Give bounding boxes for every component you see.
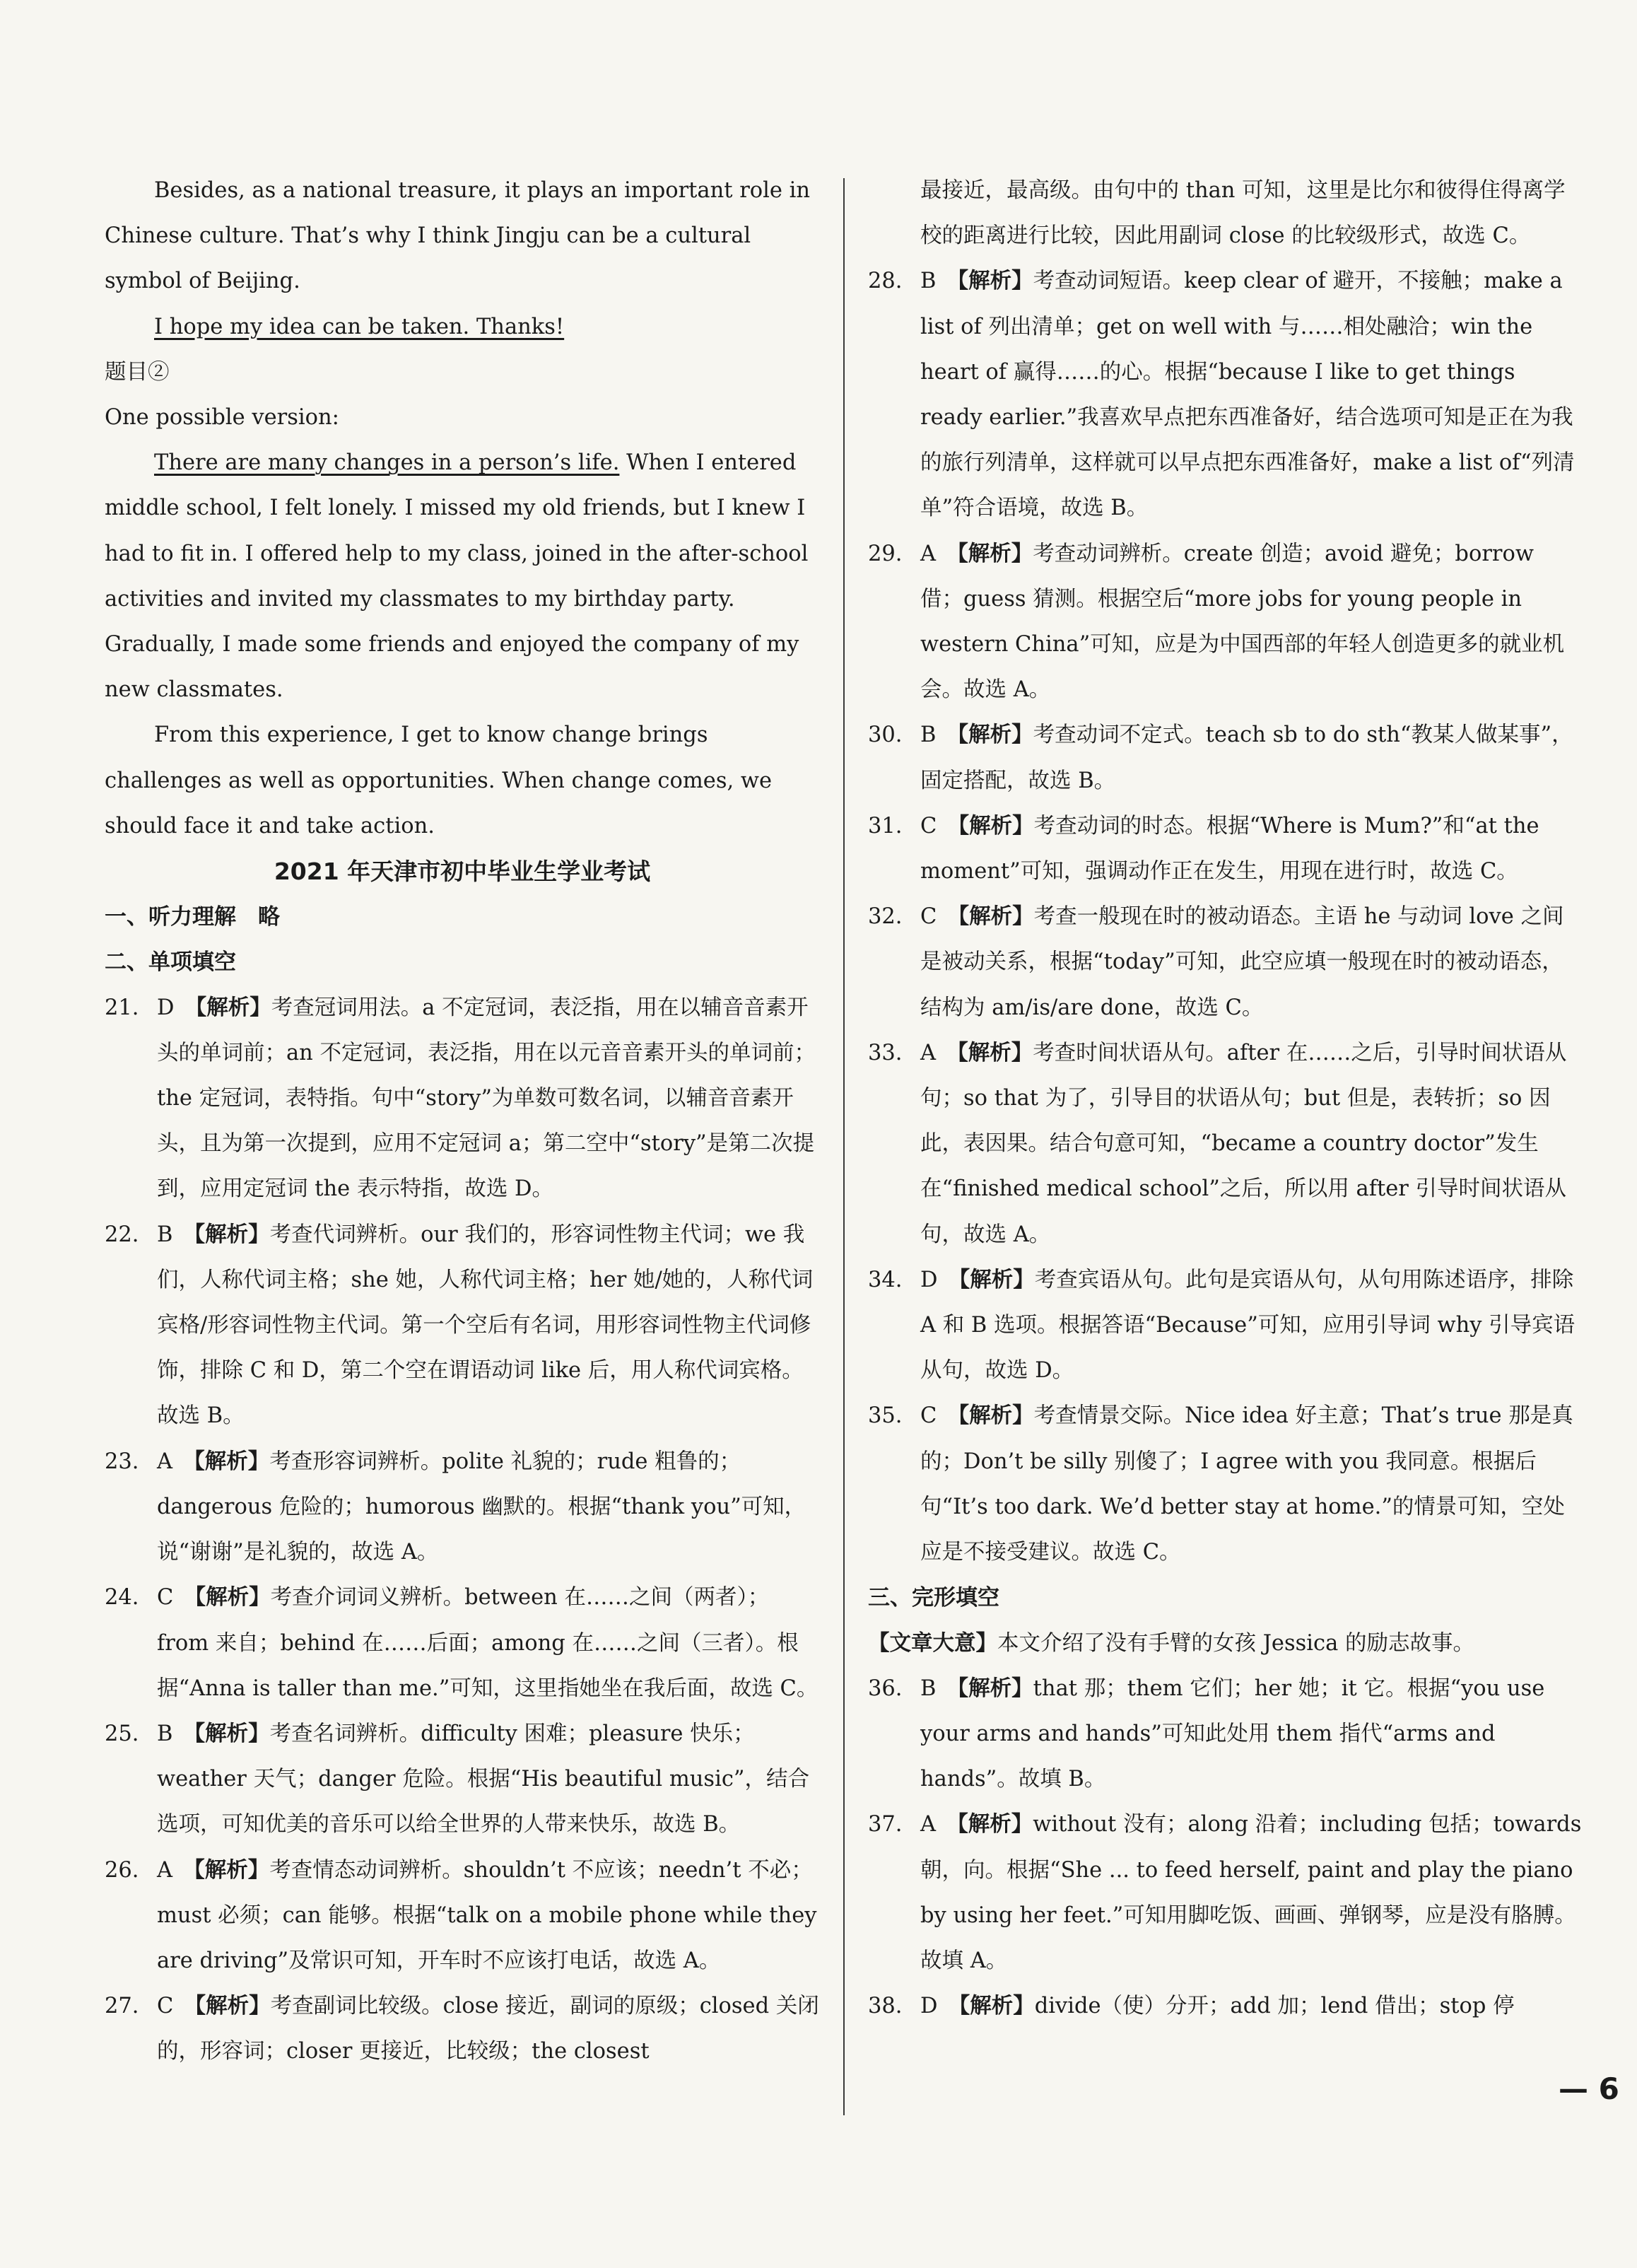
- analysis-tag: 【解析】: [194, 1585, 271, 1611]
- analysis-text: 考查名词辨析。difficulty 困难；pleasure 快乐；weather 天气；danger 危险。根据“His beautiful music”，结合选项，可知优美的音乐可以给全世界的人带来快乐，故选 B。: [157, 1721, 809, 1837]
- item-number: 25.: [105, 1721, 139, 1746]
- item-number: 21.: [105, 995, 139, 1020]
- analysis-text: 考查冠词用法。a 不定冠词，表泛指，用在以辅音音素开头的单词前；an 不定冠词，表泛指，用在以元音音素开头的单词前；the 定冠词，表特指。句中“story”为单数可数名词，以辅音音素开头，且为第一次提到，应用不定冠词 a；第二空中“story”是第二次提到，应用定冠词 the 表示特指，故选 D。: [157, 995, 816, 1202]
- answer-item: [868, 894, 1583, 1031]
- item-number: 33.: [868, 1040, 903, 1065]
- item-answer: B: [920, 723, 937, 748]
- topic-sentence: There are many changes in a person’s life.: [154, 450, 620, 476]
- analysis-text: 考查动词辨析。create 创造；avoid 避免；borrow 借；guess 猜测。根据空后“more jobs for young people in western China”可知，应是为中国西部的年轻人创造更多的就业机会。故选 A。: [920, 541, 1565, 703]
- analysis-tag: 【解析】: [194, 1449, 270, 1474]
- answer-item: [868, 713, 1583, 803]
- item-answer: B: [157, 1721, 173, 1746]
- answer-item: [105, 1439, 820, 1576]
- item-number: 26.: [105, 1857, 139, 1883]
- item-27-continuation: [868, 168, 1583, 259]
- answer-item: [105, 1984, 820, 2074]
- analysis-text: 考查宾语从句。此句是宾语从句，从句用陈述语序，排除 A 和 B 选项。根据答语“Because”可知，应用引导词 why 引导宾语从句，故选 D。: [920, 1267, 1576, 1384]
- item-number: 30.: [868, 723, 903, 748]
- answer-item: [868, 1258, 1583, 1394]
- exam-title: 2021 年天津市初中毕业生学业考试: [274, 858, 651, 886]
- item-number: 23.: [105, 1449, 139, 1474]
- summary-text: 本文介绍了没有手臂的女孩 Jessica 的励志故事。: [997, 1630, 1474, 1656]
- analysis-text: 考查动词短语。keep clear of 避开，不接触；make a list of 列出清单；get on well with 与……相处融洽；win the heart of 赢得……的心。根据“because I like to get things ready earlier.”我喜欢早点把东西准备好，结合选项可知是正在为我的旅行列清单，这样就可以早点把东西准备好，make a list of“列清单”符合语境，故选 B。: [920, 269, 1575, 521]
- item-answer: C: [157, 1994, 174, 2019]
- analysis-tag: 【解析】: [194, 1222, 270, 1247]
- item-answer: C: [920, 1403, 937, 1429]
- item-answer: B: [920, 269, 937, 294]
- answer-item: [105, 1212, 820, 1439]
- analysis-text: 考查情景交际。Nice idea 好主意；That’s true 那是真的；Don’t be silly 别傻了；I agree with you 我同意。根据后句“It’s too dark. We’d better stay at home.”的情景可知，空处应是不接受建议。故选 C。: [920, 1403, 1573, 1565]
- answer-list-right: [868, 259, 1583, 1575]
- essay-paragraph-2: From this experience, I get to know change brings challenges as well as opportunities. When change comes, we should face it and take action.: [105, 723, 773, 838]
- item-answer: D: [920, 1994, 938, 2019]
- page-number: — 6: [1559, 2071, 1619, 2106]
- item-number: 31.: [868, 813, 903, 838]
- analysis-tag: 【解析】: [194, 1994, 271, 2019]
- item-answer: A: [920, 1040, 937, 1065]
- analysis-tag: 【解析】: [195, 995, 271, 1020]
- analysis-tag: 【解析】: [958, 813, 1034, 838]
- item-answer: A: [157, 1449, 173, 1474]
- analysis-text: 考查时间状语从句。after 在……之后，引导时间状语从句；so that 为了，引导目的状语从句；but 但是，表转折；so 因此，表因果。结合句意可知，“became a country doctor”发生在“finished medical school”之后，所以用 after 引导时间状语从句，故选 A。: [920, 1040, 1567, 1247]
- cloze-answer-list: [868, 1666, 1583, 2030]
- answer-list-left: [105, 986, 820, 2075]
- summary-tag: 【文章大意】: [868, 1630, 997, 1656]
- analysis-text: that 那；them 它们；her 她；it 它。根据“you use your arms and hands”可知此处用 them 指代“arms and hands”。故填 B。: [920, 1676, 1545, 1792]
- item-number: 32.: [868, 904, 903, 930]
- analysis-tag: 【解析】: [957, 269, 1033, 294]
- analysis-text: 考查动词不定式。teach sb to do sth“教某人做某事”，固定搭配，故选 B。: [920, 723, 1573, 793]
- analysis-text: 考查形容词辨析。polite 礼貌的；rude 粗鲁的；dangerous 危险的；humorous 幽默的。根据“thank you”可知，说“谢谢”是礼貌的，故选 A。: [157, 1449, 806, 1565]
- analysis-tag: 【解析】: [194, 1721, 270, 1746]
- answer-item: [868, 804, 1583, 894]
- item-answer: A: [920, 541, 937, 566]
- column-divider: [843, 178, 845, 2115]
- analysis-tag: 【解析】: [957, 1676, 1033, 1701]
- item-number: 27.: [105, 1994, 139, 2019]
- topic2-label: 题目②: [105, 359, 170, 385]
- item-number: 36.: [868, 1676, 903, 1701]
- answer-item: [868, 1984, 1583, 2029]
- item-answer: D: [157, 995, 175, 1020]
- analysis-tag: 【解析】: [194, 1857, 270, 1883]
- analysis-text: 考查代词辨析。our 我们的，形容词性物主代词；we 我们，人称代词主格；she 她，人称代词主格；her 她/她的，人称代词宾格/形容词性物主代词。第一个空后有名词，用形容词性物主代词修饰，排除 C 和 D，第二个空在谓语动词 like 后，用人称代词宾格。故选 B。: [157, 1222, 814, 1429]
- section-cloze: 三、完形填空: [868, 1585, 999, 1611]
- essay-paragraph: Besides, as a national treasure, it plays an important role in Chinese culture. That’s why I think Jingju can be a cultural symbol of Beijing.: [105, 178, 811, 294]
- item-number: 24.: [105, 1585, 139, 1611]
- version-label: One possible version:: [105, 405, 339, 431]
- analysis-text: divide（使）分开；add 加；lend 借出；stop 停: [1034, 1994, 1515, 2019]
- closing-text: I hope my idea can be taken. Thanks!: [154, 314, 565, 339]
- item-number: 35.: [868, 1403, 903, 1429]
- answer-item: [868, 1666, 1583, 1803]
- analysis-text: without 没有；along 沿着；including 包括；towards 朝，向。根据“She ... to feed herself, paint and play the piano by using her feet.”可知用脚吃饭、画画、弹钢琴，应是没有胳膊。故填 A。: [920, 1812, 1582, 1973]
- analysis-tag: 【解析】: [957, 541, 1033, 566]
- answer-item: [868, 1802, 1583, 1984]
- analysis-tag: 【解析】: [958, 1403, 1034, 1429]
- analysis-tag: 【解析】: [958, 904, 1034, 930]
- passage-summary: [868, 1621, 1583, 1666]
- item-number: 38.: [868, 1994, 903, 2019]
- analysis-tag: 【解析】: [957, 723, 1033, 748]
- item-number: 34.: [868, 1267, 903, 1292]
- answer-item: [868, 1031, 1583, 1258]
- analysis-tag: 【解析】: [958, 1994, 1035, 2019]
- item-answer: A: [157, 1857, 173, 1883]
- answer-item: [105, 986, 820, 1212]
- left-column: [105, 168, 820, 2075]
- item-answer: C: [157, 1585, 174, 1611]
- section-single-choice: 二、单项填空: [105, 949, 236, 976]
- analysis-text: 考查动词的时态。根据“Where is Mum?”和“at the moment”可知，强调动作正在发生，用现在进行时，故选 C。: [920, 813, 1539, 884]
- answer-item: [105, 1575, 820, 1712]
- item-number: 29.: [868, 541, 903, 566]
- essay-closing: [105, 305, 820, 350]
- item-answer: D: [920, 1267, 938, 1292]
- item-answer: B: [920, 1676, 937, 1701]
- item-answer: A: [920, 1812, 937, 1837]
- answer-item: [868, 259, 1583, 531]
- analysis-tag: 【解析】: [958, 1267, 1035, 1292]
- item-number: 28.: [868, 269, 903, 294]
- analysis-tag: 【解析】: [957, 1812, 1033, 1837]
- analysis-text: 考查情态动词辨析。shouldn’t 不应该；needn’t 不必；must 必须；can 能够。根据“talk on a mobile phone while they are driving”及常识可知，开车时不应该打电话，故选 A。: [157, 1857, 817, 1973]
- answer-item: [105, 1712, 820, 1848]
- section-listening: 一、听力理解 略: [105, 904, 280, 930]
- analysis-text: 考查介词词义辨析。between 在……之间（两者）；from 来自；behind 在……后面；among 在……之间（三者）。根据“Anna is taller than me.”可知，这里指她坐在我后面，故选 C。: [157, 1585, 818, 1701]
- analysis-text: 考查副词比较级。close 接近，副词的原级；closed 关闭的，形容词；closer 更接近，比较级；the closest: [157, 1994, 819, 2064]
- analysis-text: 考查一般现在时的被动语态。主语 he 与动词 love 之间是被动关系，根据“today”可知，此空应填一般现在时的被动语态，结构为 am/is/are done，故选 C。: [920, 904, 1564, 1020]
- answer-item: [868, 532, 1583, 713]
- item-number: 22.: [105, 1222, 139, 1247]
- analysis-tag: 【解析】: [957, 1040, 1033, 1065]
- answer-item: [868, 1393, 1583, 1575]
- item-answer: C: [920, 904, 937, 930]
- answer-item: [105, 1848, 820, 1984]
- item-answer: B: [157, 1222, 173, 1247]
- paragraph-body: When I entered middle school, I felt lonely. I missed my old friends, but I knew I had to fit in. I offered help to my class, joined in the after-school activities and invited my classmates to my birthday party. Gradually, I made some friends and enjoyed the company of my new classmates.: [105, 450, 809, 703]
- analysis-text: 最接近，最高级。由句中的 than 可知，这里是比尔和彼得住得离学校的距离进行比较，因此用副词 close 的比较级形式，故选 C。: [920, 178, 1566, 249]
- item-number: 37.: [868, 1812, 903, 1837]
- right-column: [868, 168, 1583, 2029]
- essay-paragraph-1: [105, 440, 820, 713]
- item-answer: C: [920, 813, 937, 838]
